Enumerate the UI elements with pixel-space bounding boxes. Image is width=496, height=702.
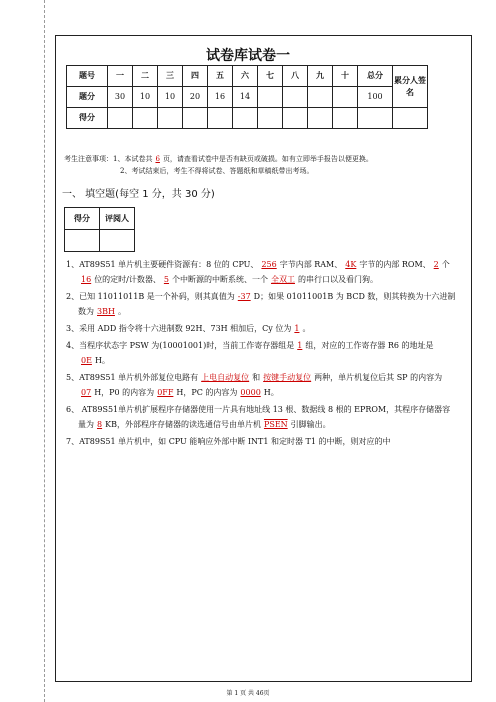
question-4: 4、当程序状态字 PSW 为(10001001)时，当前工作寄存器组是 1 组，对应的工作寄存器 R6 的地址是0E H。 xyxy=(66,341,434,365)
score-cell xyxy=(133,108,158,129)
page-footer: 第 1 页 共 46页 xyxy=(226,690,270,697)
score-cell xyxy=(333,108,358,129)
answer-blank: 2 xyxy=(433,260,439,269)
points-cell: 10 xyxy=(133,87,158,108)
answer-blank: 0E xyxy=(81,356,92,365)
answer-blank: 全双工 xyxy=(270,275,295,284)
score-cell xyxy=(158,108,183,129)
answer-blank: 16 xyxy=(81,275,92,284)
col-header: 一 xyxy=(108,66,133,87)
grader-score-cell xyxy=(65,230,100,252)
total-header: 总分 xyxy=(358,66,393,87)
col-header: 五 xyxy=(208,66,233,87)
col-header: 七 xyxy=(258,66,283,87)
binding-margin-line xyxy=(44,0,45,702)
points-cell: 14 xyxy=(233,87,258,108)
page-count: 6 xyxy=(155,155,160,163)
score-cell xyxy=(183,108,208,129)
score-cell xyxy=(393,108,428,129)
grader-reviewer-label: 评阅人 xyxy=(100,208,135,230)
question-3: 3、采用 ADD 指令将十六进制数 92H、73H 相加后，Cy 位为 1 。 xyxy=(66,324,311,333)
answer-blank: 4K xyxy=(345,260,357,269)
notice-line-2: 2、考试结束后，考生不得将试卷、答题纸和草稿纸带出考场。 xyxy=(120,167,314,175)
points-cell: 20 xyxy=(183,87,208,108)
points-cell: 30 xyxy=(108,87,133,108)
col-header: 四 xyxy=(183,66,208,87)
sign-header: 累分人签名 xyxy=(393,66,428,108)
score-cell xyxy=(283,108,308,129)
question-7: 7、AT89S51 单片机中，如 CPU 能响应外部中断 INT1 和定时器 T1 的中断，则对应的中 xyxy=(66,437,391,446)
col-header: 三 xyxy=(158,66,183,87)
answer-blank: 5 xyxy=(163,275,169,284)
total-points-cell: 100 xyxy=(358,87,393,108)
notice-line-1: 考生注意事项：1、本试卷共 6 页，请查看试卷中是否有缺页或破损。如有立即举手报告以便更换。 xyxy=(64,155,373,163)
answer-blank: -37 xyxy=(237,292,251,301)
score-cell xyxy=(358,108,393,129)
answer-blank: 8 xyxy=(97,420,103,429)
answer-blank: 3BH xyxy=(97,307,115,316)
score-cell xyxy=(108,108,133,129)
col-header: 八 xyxy=(283,66,308,87)
points-cell: 16 xyxy=(208,87,233,108)
col-header: 十 xyxy=(333,66,358,87)
exam-notice xyxy=(64,153,464,177)
col-header: 九 xyxy=(308,66,333,87)
answer-blank: 07 xyxy=(81,388,92,397)
points-cell xyxy=(333,87,358,108)
answer-blank: 按键手动复位 xyxy=(263,373,312,382)
grader-table xyxy=(64,207,135,252)
question-5: 5、AT89S51 单片机外部复位电路有 上电自动复位 和 按键手动复位 两种，单片机复位后其 SP 的内容为07 H，P0 的内容为 0FF H，PC 的内容为 0000 H。 xyxy=(66,373,443,397)
score-cell xyxy=(208,108,233,129)
points-cell xyxy=(283,87,308,108)
answer-blank: PSEN xyxy=(263,420,288,429)
points-cell: 10 xyxy=(158,87,183,108)
score-cell xyxy=(233,108,258,129)
question-6: 6、 AT89S51单片机扩展程序存储器使用一片具有地址线 13 根、数据线 8 根的 EPROM，其程序存储器容量为 8 KB，外部程序存储器的读选通信号由单片机 PSEN 引脚输出。 xyxy=(66,405,451,429)
row-label-number: 题号 xyxy=(67,66,108,87)
question-2: 2、已知 11011011B 是一个补码，则其真值为 -37 D；如果 01011001B 为 BCD 数，则其转换为十六进制数为 3BH 。 xyxy=(66,292,456,316)
answer-blank: 0FF xyxy=(157,388,174,397)
row-label-points: 题分 xyxy=(67,87,108,108)
answer-blank: 0000 xyxy=(240,388,261,397)
grader-score-label: 得分 xyxy=(65,208,100,230)
col-header: 六 xyxy=(233,66,258,87)
answer-blank: 上电自动复位 xyxy=(201,373,250,382)
question-1: 1、AT89S51 单片机主要硬件资源有：8 位的 CPU、 256 字节内部 RAM、 4K 字节的内部 ROM、 2 个16 位的定时/计数器、 5 个中断源的中断系统、一个 全双工 的串行口以及看门狗。 xyxy=(66,260,450,284)
points-cell xyxy=(258,87,283,108)
score-cell xyxy=(308,108,333,129)
exam-title: 试卷库试卷一 xyxy=(206,48,290,64)
section-heading: 一、 填空题(每空 1 分，共 30 分) xyxy=(62,189,215,200)
answer-blank: 1 xyxy=(294,324,300,333)
answer-blank: 1 xyxy=(297,341,303,350)
answer-blank: 256 xyxy=(261,260,277,269)
points-cell xyxy=(308,87,333,108)
grader-reviewer-cell xyxy=(100,230,135,252)
row-label-score: 得分 xyxy=(67,108,108,129)
question-list xyxy=(60,257,456,451)
score-table xyxy=(66,65,428,129)
col-header: 二 xyxy=(133,66,158,87)
score-cell xyxy=(258,108,283,129)
